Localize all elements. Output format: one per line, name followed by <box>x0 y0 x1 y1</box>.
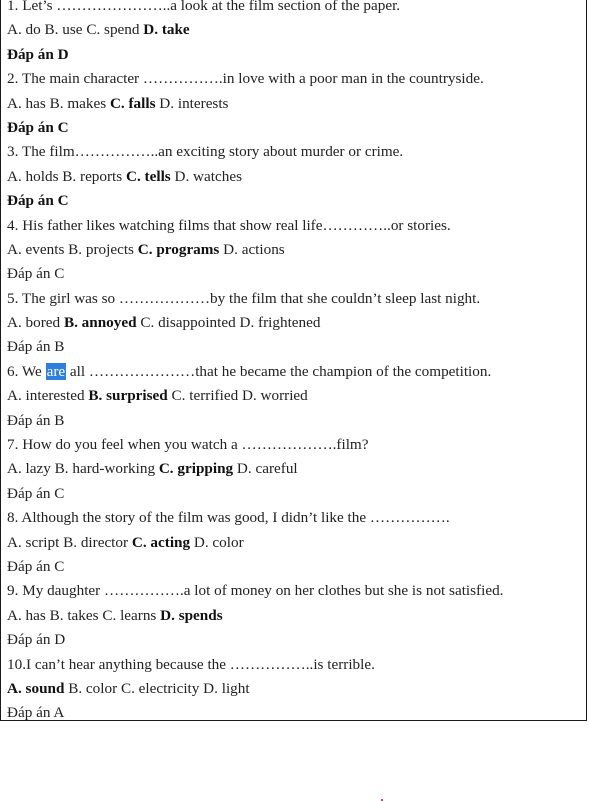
option-c-correct: C. falls <box>109 94 156 112</box>
question-6-answer: Đáp án B <box>7 411 65 429</box>
document-text <box>7 0 582 726</box>
option-b: B. use <box>44 21 83 39</box>
option-d: D. careful <box>236 460 298 478</box>
question-10-stem: 10.I can’t hear anything because the ……………..is terrible. <box>7 655 375 673</box>
question-8-options <box>7 531 582 555</box>
option-d: D. worried <box>241 387 308 405</box>
option-b: B. projects <box>68 240 134 258</box>
option-a-correct: A. sound <box>7 679 65 697</box>
question-7-options <box>7 457 582 481</box>
option-c-correct: C. gripping <box>158 460 234 478</box>
option-b: B. color <box>68 679 118 697</box>
option-b: B. makes <box>49 94 107 112</box>
option-c-correct: C. tells <box>125 167 171 185</box>
question-9-stem: 9. My daughter …………….a lot of money on her clothes but she is not satisfied. <box>7 582 504 600</box>
option-c: C. electricity <box>120 679 200 697</box>
option-a: A. events <box>7 240 65 258</box>
question-4-answer: Đáp án C <box>7 265 65 283</box>
question-5-options <box>7 311 582 335</box>
option-a: A. interested <box>7 387 85 405</box>
question-6-stem[interactable] <box>7 360 582 384</box>
question-9-options <box>7 604 582 628</box>
option-d: D. interests <box>159 94 229 112</box>
question-7-answer: Đáp án C <box>7 484 65 502</box>
option-a: A. has <box>7 606 46 624</box>
option-a: A. holds <box>7 167 59 185</box>
option-b: B. reports <box>62 167 123 185</box>
question-3-stem: 3. The film……………..an exciting story about murder or crime. <box>7 143 404 161</box>
option-d: D. actions <box>223 240 285 258</box>
option-b: B. hard-working <box>54 460 156 478</box>
question-8-stem: 8. Although the story of the film was good, I didn’t like the ……………. <box>7 509 450 527</box>
option-d-correct: D. spends <box>160 606 223 624</box>
question-2-answer: Đáp án C <box>7 118 69 136</box>
stem-part-2: all …………………that he became the champion of the competition. <box>66 362 492 380</box>
option-a: A. has <box>7 94 46 112</box>
question-4-stem: 4. His father likes watching films that show real life…………..or stories. <box>7 216 451 234</box>
option-a: A. bored <box>7 314 61 332</box>
question-3-answer: Đáp án C <box>7 192 69 210</box>
option-c-correct: C. acting <box>131 533 191 551</box>
question-1-options <box>7 18 582 42</box>
option-b: B. takes <box>49 606 99 624</box>
question-2-stem: 2. The main character …………….in love with a poor man in the countryside. <box>7 70 484 88</box>
option-b: B. director <box>63 533 129 551</box>
question-4-options <box>7 238 582 262</box>
option-c: C. spend <box>86 21 140 39</box>
question-5-answer: Đáp án B <box>7 338 65 356</box>
option-d: D. light <box>203 679 250 697</box>
option-c: C. learns <box>102 606 157 624</box>
question-1-stem: 1. Let’s …………………..a look at the film section of the paper. <box>7 0 401 14</box>
selected-text[interactable]: are <box>46 362 66 380</box>
option-a: A. script <box>7 533 60 551</box>
option-a: A. do <box>7 21 41 39</box>
question-10-options <box>7 677 582 701</box>
question-9-answer: Đáp án D <box>7 631 66 649</box>
question-6-options <box>7 384 582 408</box>
option-d-correct: D. take <box>143 21 190 39</box>
option-c: C. terrified <box>171 387 239 405</box>
question-7-stem: 7. How do you feel when you watch a ……………….film? <box>7 436 369 454</box>
question-3-options <box>7 165 582 189</box>
option-c: C. disappointed <box>140 314 236 332</box>
option-d: D. watches <box>174 167 242 185</box>
question-2-options <box>7 92 582 116</box>
question-1-answer: Đáp án D <box>7 45 69 63</box>
question-8-answer: Đáp án C <box>7 557 65 575</box>
stem-part-1: 6. We <box>7 362 46 380</box>
option-b-correct: B. annoyed <box>63 314 137 332</box>
question-5-stem: 5. The girl was so ………………by the film that she couldn’t sleep last night. <box>7 289 481 307</box>
option-d: D. frightened <box>239 314 321 332</box>
option-d: D. color <box>193 533 244 551</box>
option-c-correct: C. programs <box>137 240 220 258</box>
question-10-answer: Đáp án A <box>7 704 65 722</box>
option-b-correct: B. surprised <box>88 387 168 405</box>
option-a: A. lazy <box>7 460 51 478</box>
